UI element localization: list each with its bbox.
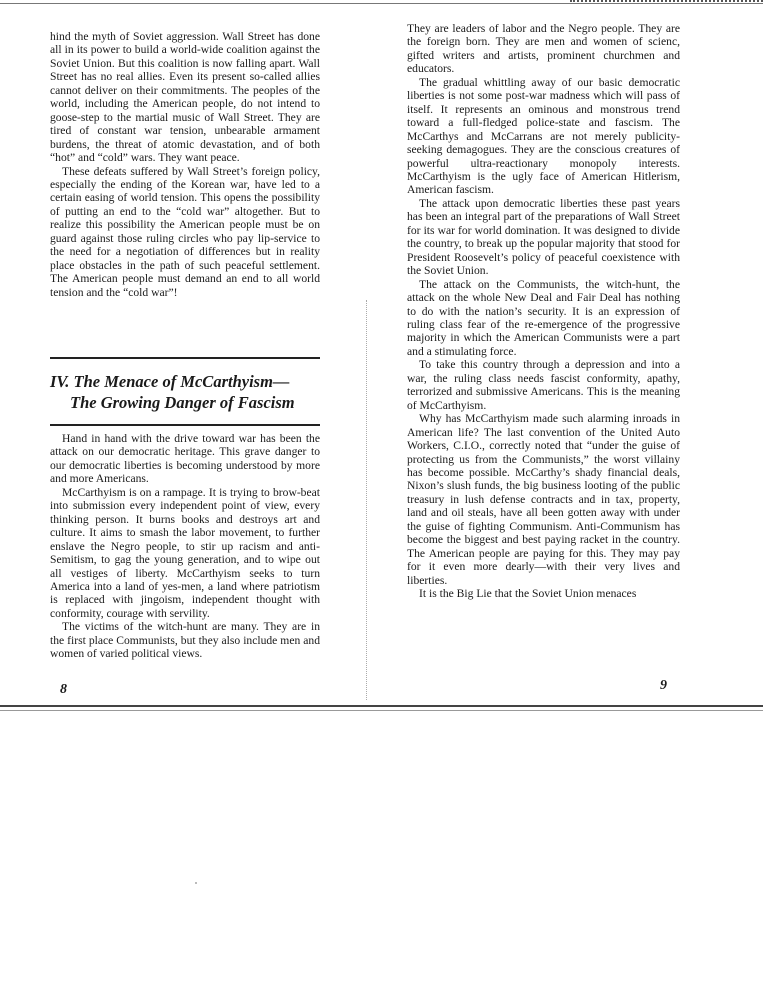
column-gutter [366,300,367,700]
section-heading-line1: IV. The Menace of McCarthyism— [50,372,290,391]
left-column-top-text [50,30,320,299]
scan-speck [195,882,197,884]
bottom-border-line-thin [0,710,763,711]
section-heading [50,371,320,413]
right-column-text [407,22,680,600]
page-number-right: 9 [660,678,667,693]
paragraph: Hand in hand with the drive toward war has been the attack on our democratic heritage. This grave danger to our democratic liberties is becoming understood by more and more Americans. [50,432,320,486]
section-rule-top [50,357,320,359]
section-rule-bottom [50,424,320,426]
paragraph: Why has McCarthyism made such alarming inroads in American life? The last convention of the United Auto Workers, C.I.O., correctly noted that “under the guise of protecting us from the Communists,” the worst villainy has become possible. McCarthy’s shady financial deals, Nixon’s slush funds, the big business looting of the public treasury in lush defense contracts and in tax, property, land and oil steals, have all been gotten away with under the guise of fighting Communism. Anti-Communism has become the biggest and best paying racket in the country. The American people are paying for this. They may pay for it even more dearly—with their very lives and liberties. [407,412,680,587]
section-heading-line2: The Growing Danger of Fascism [70,393,295,412]
paragraph: To take this country through a depression and into a war, the ruling class needs fascist conformity, apathy, terrorized and submissive Americans. This is the meaning of McCarthyism. [407,358,680,412]
paragraph: The attack upon democratic liberties these past years has been an integral part of the preparations of Wall Street for its war for world domination. It was designed to divide the country, to break up the popular majority that stood for President Roosevelt’s policy of peaceful coexistence with the Soviet Union. [407,196,680,278]
paragraph: These defeats suffered by Wall Street’s foreign policy, especially the ending of the Korean war, have led to a certain easing of world tension. This opens the possibility of putting an end to the “cold war” altogether. But to realize this possibility the American people must be on guard against those ruling circles who pay lip-service to the need for a negotiation of differences but in reality place obstacles in the path of such peaceful settlement. The American people must demand an end to all world tension and the “cold war”! [50,164,320,299]
left-column-bottom-text [50,432,320,661]
paragraph: The victims of the witch-hunt are many. They are in the first place Communists, but they also include men and women of varied political views. [50,620,320,661]
top-border-line [0,3,763,4]
bottom-border-line [0,705,763,707]
page-number-left: 8 [60,682,67,697]
top-dotted-border [570,0,763,2]
paragraph: hind the myth of Soviet aggression. Wall Street has done all in its power to build a world-wide coalition against the Soviet Union. But this coalition is now falling apart. Wall Street has no real allies. Even its present so-called allies cannot deliver on their commitments. The peoples of the world, including the American people, do not intend to goose-step to the martial music of Wall Street. They are tired of constant war tension, unbearable armament burdens, the threat of atomic devastation, and of both “hot” and “cold” wars. They want peace. [50,30,320,165]
paragraph: They are leaders of labor and the Negro people. They are the foreign born. They are men and women of scienc, gifted writers and artists, prominent churchmen and educators. [407,22,680,76]
paragraph: It is the Big Lie that the Soviet Union menaces [419,587,637,601]
paragraph: McCarthyism is on a rampage. It is trying to brow-beat into submission every independent point of view, every thinking person. It burns books and destroys art and culture. It aims to smash the labor movement, to further enslave the Negro people, to stir up racism and anti-Semitism, to gag the young generation, and to wipe out all vestiges of liberty. McCarthyism seeks to turn America into a land of yes-men, a land where patriotism is replaced with jingoism, independent thought with conformity, courage with servility. [50,485,320,620]
paragraph: The attack on the Communists, the witch-hunt, the attack on the whole New Deal and Fair Deal has nothing to do with the nation’s security. It is an expression of ruling class fear of the re-emergence of the progressive majority in which the American Communists were a part and a stimulating force. [407,277,680,358]
paragraph: The gradual whittling away of our basic democratic liberties is not some post-war madness which will pass of itself. It represents an ominous and monstrous trend toward a full-fledged police-state and fascism. The McCarthys and McCarrans are not merely publicity-seeking demagogues. They are the conscious creatures of powerful ultra-reactionary monopoly interests. McCarthyism is the ugly face of American Hitlerism, American fascism. [407,75,680,197]
